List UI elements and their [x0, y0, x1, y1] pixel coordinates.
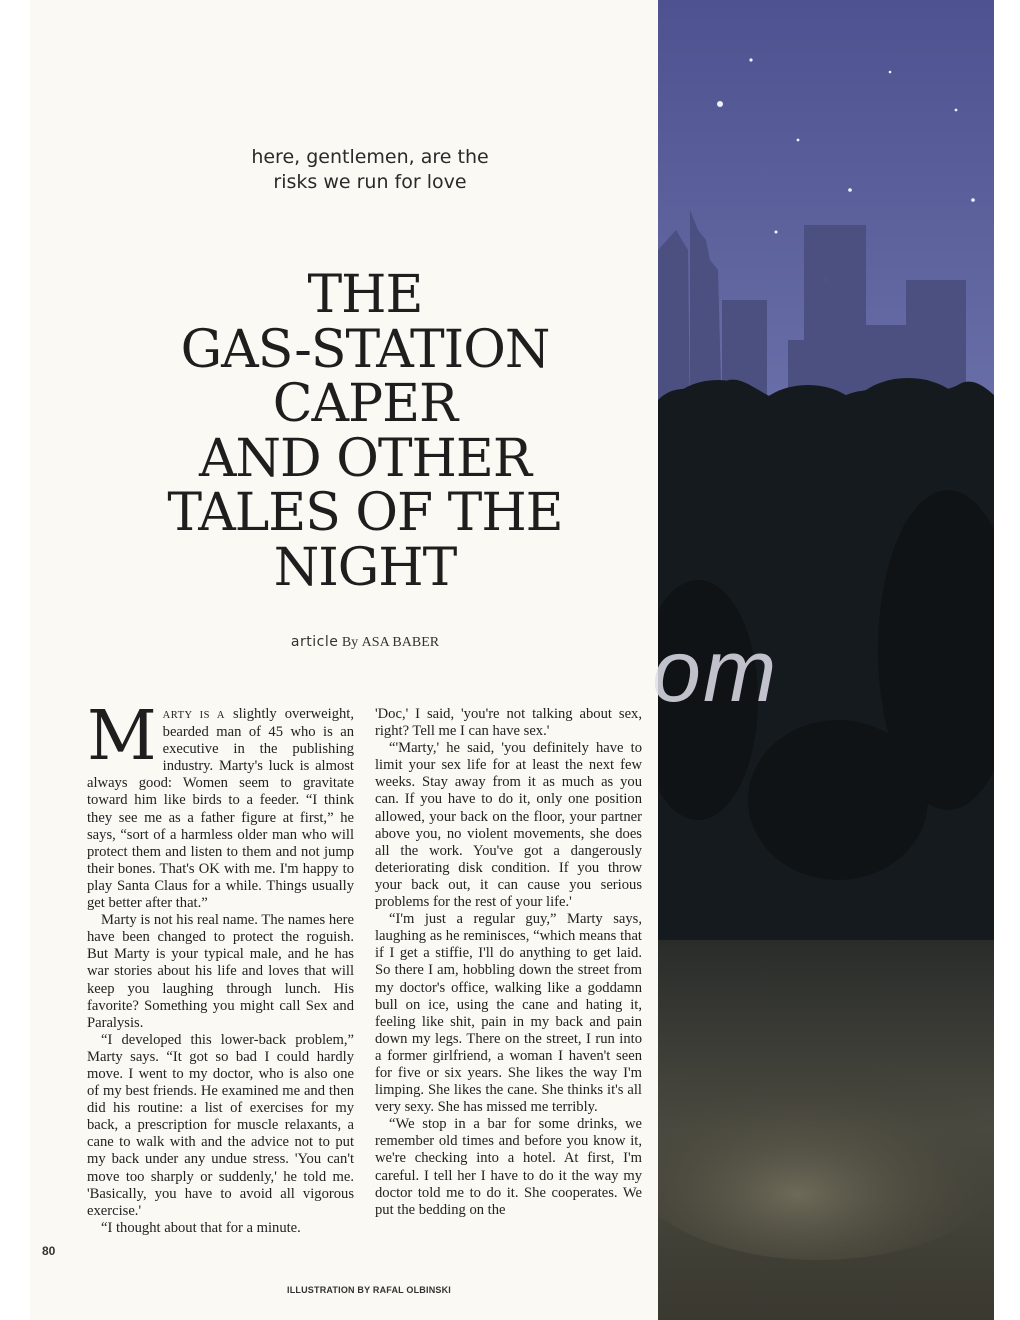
watermark-text: om: [652, 621, 779, 720]
article-paragraph: 'Doc,' I said, 'you're not talking about sex, right? Tell me I can have sex.': [375, 706, 642, 740]
title-line: GAS-STATION: [180, 319, 550, 380]
title-line: THE: [307, 265, 423, 325]
article-title: [140, 265, 590, 598]
lead-in-smallcaps: ARTY IS A: [162, 710, 225, 721]
drop-cap: M: [87, 697, 157, 776]
article-paragraph: Marty is not his real name. The names here have been changed to protect the roguish. But Marty is your typical male, and he has war stories about his life and loves that will keep you laughing through lunch. His favorite? Something you might call Sex and Paralysis.: [87, 912, 354, 1031]
title-line: NIGHT: [273, 537, 457, 598]
article-paragraph: “I'm just a regular guy,” Marty says, laughing as he reminisces, “which means that if I get a stiffie, I'll do anything to get laid. So there I am, hobbling down the street from my doctor's office, walking like a goddamn bull on ice, using the cane and hating it, feeling like shit, pain in my back and pain down my legs. There on the street, I run into a former girlfriend, a woman I haven't seen for five or six years. She likes the way I'm limping. She likes the cane. She thinks it's all very sexy. She has missed me terribly.: [375, 911, 642, 1116]
article-column-right: [375, 706, 642, 1219]
byline-author: ASA BABER: [361, 635, 440, 650]
article-paragraph: “I thought about that for a minute.: [101, 1219, 301, 1236]
title-line: TALES OF THE: [167, 483, 563, 543]
article-paragraph: [87, 697, 354, 912]
illustration-credit: ILLUSTRATION BY RAFAL OLBINSKI: [287, 1285, 452, 1295]
byline-prefix: article: [290, 634, 339, 650]
article-column-left: [87, 697, 354, 1237]
title-line: AND OTHER: [198, 428, 532, 489]
paragraph-text: slightly overweight, bearded man of 45 who is an executive in the publishing industry. Marty's luck is almost always good: Women seem to gravitate toward him like birds to a feeder. “I think they see me as a father figure at first,” he says, “sort of a harmless older man who will protect them and listen to them and not jump their bones. That's OK with me. I'm happy to play Santa Claus for a while. Things usually get better after that.”: [87, 706, 354, 912]
article-kicker: [160, 145, 580, 195]
kicker-line: risks we run for love: [273, 171, 467, 193]
park-path: [658, 1040, 994, 1260]
title-line: CAPER: [272, 374, 458, 434]
article-paragraph: “'Marty,' he said, 'you definitely have to limit your sex life for at least the next few weeks. Stay away from it as much as you can. If you have to do it, only one position allowed, your back on the floor, your partner above you, no violent movements, she does all the work. You've got a dangerously deteriorating disk condition. If you throw your back out, it can cause you serious problems for the rest of your life.': [375, 740, 642, 911]
byline-by: By: [341, 635, 359, 650]
kicker-line: here, gentlemen, are the: [251, 146, 489, 168]
byline: [200, 634, 530, 651]
article-paragraph: “I developed this lower-back problem,” Marty says. “It got so bad I could hardly move. I went to my doctor, who is also one of my best friends. He examined me and then did his routine: a list of exercises for my back, a prescription for muscle relaxants, a cane to walk with and the advice not to put my back under any undue stress. 'You can't move too sharply or suddenly,' he told me. 'Basically, you have to avoid all vigorous exercise.': [87, 1031, 354, 1219]
article-paragraph: “We stop in a bar for some drinks, we remember old times and before you know it, we're checking into a hotel. At first, I'm careful. I tell her I have to do it the way my doctor told me to do it. She cooperates. We put the bedding on the: [375, 1116, 642, 1218]
page-number: 80: [42, 1244, 56, 1258]
